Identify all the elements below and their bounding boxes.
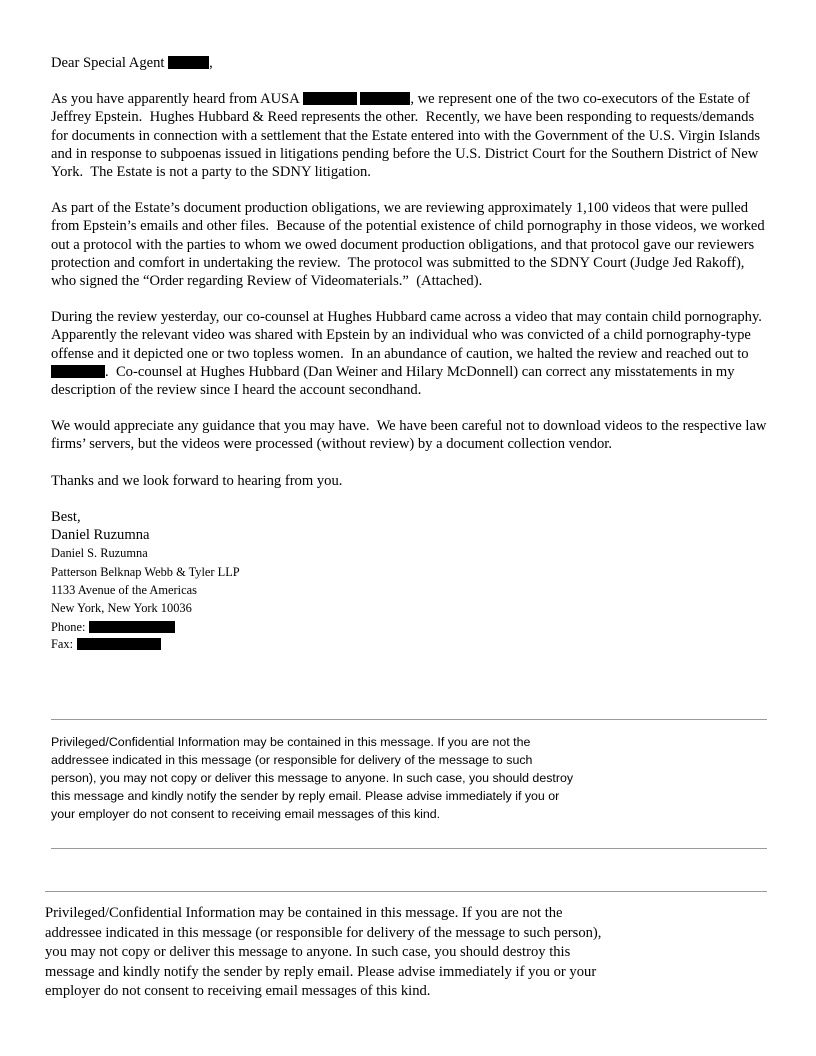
disclaimer-serif: Privileged/Confidential Information may be contained in this message. If you are not the addressee indicated in this message (or responsible for delivery of the message to such person), you may not copy or deliver this message to anyone. In such case, you should destroy this message and kindly notify the sender by reply email. Please advise immediately if you or your employer do not consent to receiving email messages of this kind.: [45, 905, 602, 1000]
contact-line: [51, 619, 767, 636]
contact-line: [51, 636, 767, 653]
salutation: [51, 54, 767, 72]
text-segment: , we represent one of the two co-executors of the Estate of Jeffrey Epstein. Hughes Hubbard & Reed represents the other. Recently, we have been responding to requests/demands for documents in connection with a settlement that the Estate entered into with the Government of the U.S. Virgin Islands and in response to subpoenas issued in litigations pending before the U.S. District Court for the Southern District of New York. The Estate is not a party to the SDNY litigation.: [51, 91, 764, 181]
signature-block: [51, 544, 767, 618]
closing-block: [51, 508, 767, 544]
contact-label: Phone:: [51, 619, 86, 634]
text-segment: As you have apparently heard from AUSA: [51, 91, 303, 108]
text-segment: ,: [209, 55, 213, 71]
letter-paragraph: [51, 199, 767, 290]
text-segment: Thanks and we look forward to hearing from you.: [51, 472, 343, 489]
divider-top: [51, 719, 767, 720]
closing-line: Best,: [51, 508, 81, 525]
redaction-bar: [303, 92, 357, 105]
contact-block: [51, 619, 767, 653]
closing-line: Daniel Ruzumna: [51, 527, 150, 544]
disclaimer-sans: Privileged/Confidential Information may be contained in this message. If you are not the addressee indicated in this message (or responsible for delivery of the message to such person), you may not copy or deliver this message to anyone. In such case, you should destroy this message and kindly notify the sender by reply email. Please advise immediately if you or your employer do not consent to receiving email messages of this kind.: [51, 735, 574, 821]
letter-paragraph: [51, 417, 771, 453]
letter-paragraph: [51, 90, 767, 181]
divider-middle: [51, 848, 767, 849]
redaction-bar: [360, 92, 410, 105]
letter-paragraph: [51, 308, 767, 399]
letter-paragraphs: [51, 90, 771, 490]
signature-line: 1133 Avenue of the Americas: [51, 583, 197, 598]
text-segment: During the review yesterday, our co-counsel at Hughes Hubbard came across a video that may contain child pornography. Apparently the relevant video was shared with Epstein by an individual who was convicted of a child pornography-type offense and it depicted one or two topless women. In an abundance of caution, we halted the review and reached out to: [51, 309, 769, 362]
redaction-bar: [89, 621, 175, 633]
divider-bottom: [45, 891, 767, 892]
contact-label: Fax:: [51, 637, 74, 652]
redaction-bar: [168, 56, 209, 69]
letter-paragraph: [51, 472, 767, 490]
signature-line: New York, New York 10036: [51, 601, 192, 616]
text-segment: As part of the Estate’s document production obligations, we are reviewing approximately 1,100 videos that were pulled from Epstein’s emails and other files. Because of the potential existence of child pornography in those videos, we worked out a protocol with the parties to whom we owed document production obligations, and that protocol gave our reviewers protection and comfort in undertaking the review. The protocol was submitted to the SDNY Court (Judge Jed Rakoff), who signed the “Order regarding Review of Videomaterials.” (Attached).: [51, 200, 769, 290]
text-segment: We would appreciate any guidance that you may have. We have been careful not to download videos to the respective law firms’ servers, but the videos were processed (without review) by a document collection vendor.: [51, 418, 771, 453]
letter-body: [51, 54, 771, 653]
signature-line: Daniel S. Ruzumna: [51, 546, 148, 561]
redaction-bar: [51, 365, 105, 378]
text-segment: Dear Special Agent: [51, 55, 169, 71]
signature-line: Patterson Belknap Webb & Tyler LLP: [51, 564, 240, 579]
text-segment: . Co-counsel at Hughes Hubbard (Dan Weiner and Hilary McDonnell) can correct any misstatements in my description of the review since I heard the account secondhand.: [51, 363, 739, 399]
redaction-bar: [77, 638, 161, 650]
